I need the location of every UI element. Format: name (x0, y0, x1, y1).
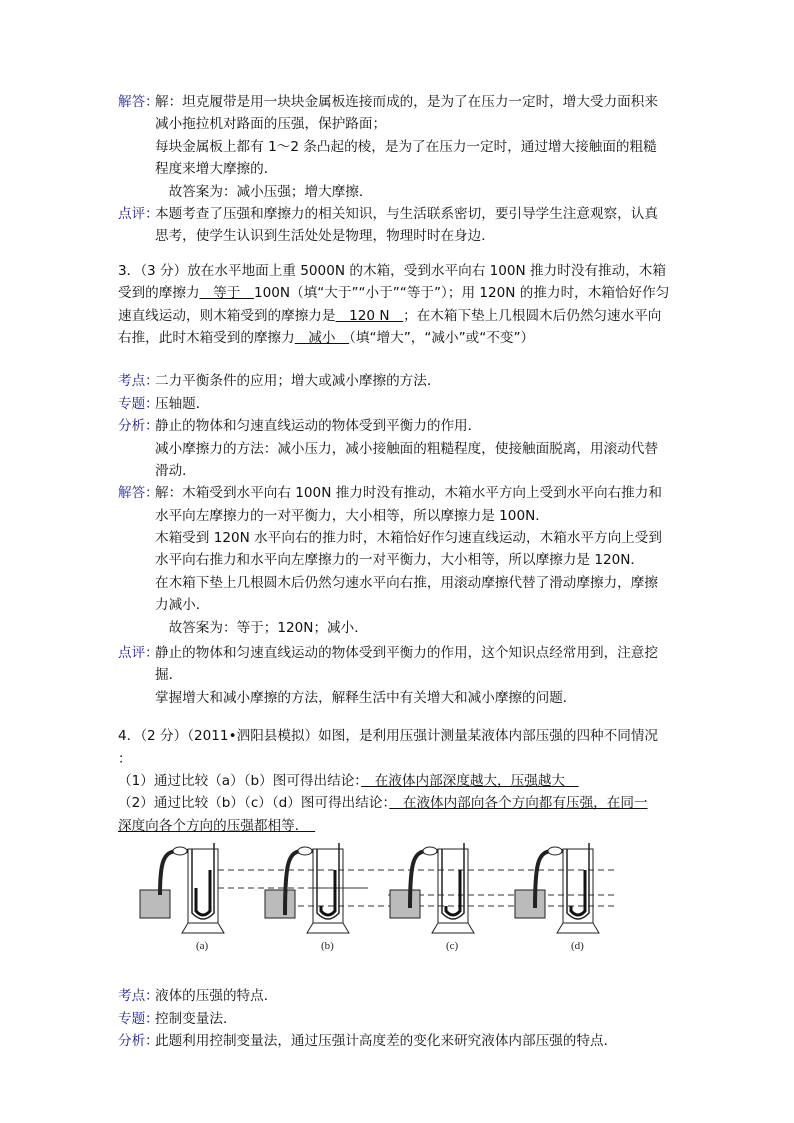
section-6 (118, 482, 688, 639)
text-segment: 速直线运动，则木箱受到的摩擦力是 (118, 307, 336, 324)
section-9 (118, 985, 688, 1007)
text-line (118, 260, 688, 282)
text-line (118, 815, 688, 837)
text-segment: 此题利用控制变量法，通过压强计高度差的变化来研究液体内部压强的特点． (155, 1032, 618, 1049)
text-segment: 木箱受到 120N 水平向右的推力时，木箱恰好作匀速直线运动，木箱水平方向上受到 (155, 530, 662, 547)
text-segment: 减小拖拉机对路面的压强，保护路面； (155, 116, 387, 133)
section-label: 解答： (118, 485, 159, 502)
section-1 (118, 203, 688, 248)
text-line (118, 327, 688, 349)
text-line (155, 549, 688, 571)
text-segment: 二力平衡条件的应用；增大或减小摩擦的方法． (155, 373, 441, 390)
section-label: 分析： (118, 1032, 159, 1049)
text-line (155, 664, 688, 686)
text-segment: （填“增大”，“减小”或“不变”） (349, 329, 535, 346)
text-line (155, 225, 688, 247)
text-line (155, 642, 688, 664)
text-segment: 解：木箱受到水平向右 100N 推力时没有推动，木箱水平方向上受到水平向右推力和 (155, 485, 662, 502)
answer-blank: 在液体内部向各个方向都有压强，在同一 (389, 795, 648, 812)
text-line (155, 158, 688, 180)
section-3 (118, 370, 688, 392)
answer-blank: 在液体内部深度越大，压强越大 (361, 772, 579, 789)
figure-label: (c) (446, 940, 459, 953)
text-line (155, 203, 688, 225)
text-line (118, 792, 688, 814)
apparatus-b (265, 843, 349, 933)
answer-blank: 等于 (199, 285, 254, 302)
apparatus-a (140, 843, 224, 933)
answer-blank: 深度向各个方向的压强都相等． (118, 817, 316, 834)
text-segment: 控制变量法． (155, 1010, 237, 1027)
text-line (155, 985, 688, 1007)
section-5 (118, 415, 688, 482)
text-line (155, 1030, 688, 1052)
section-7 (118, 642, 688, 709)
text-segment: 滑动． (155, 462, 196, 479)
section-label: 考点： (118, 373, 159, 390)
text-segment: 受到的摩擦力 (118, 285, 200, 302)
text-segment: （1）通过比较（a）（b）图可得出结论： (118, 772, 362, 789)
text-segment: 在木箱下垫上几根圆木后仍然匀速水平向右推，用滚动摩擦代替了滑动摩擦力，摩擦 (155, 574, 658, 591)
text-line (155, 572, 688, 594)
text-line (155, 482, 688, 504)
text-segment: 水平向右推力和水平向左摩擦力的一对平衡力，大小相等，所以摩擦力是 120N． (155, 552, 645, 569)
text-segment: （2）通过比较（b）（c）（d）图可得出结论： (118, 795, 390, 812)
text-line (118, 305, 688, 327)
text-segment: 压轴题． (155, 395, 210, 412)
section-11 (118, 1030, 688, 1052)
text-line (155, 505, 688, 527)
section-label: 考点： (118, 988, 159, 1005)
text-line (118, 770, 688, 792)
pressure-gauge-figure (138, 843, 688, 965)
section-0 (118, 91, 688, 203)
text-segment: 每块金属板上都有 1～2 条凸起的棱，是为了在压力一定时，通过增大接触面的粗糙 (155, 138, 657, 155)
answer-blank: 减小 (294, 329, 350, 346)
text-line (155, 617, 688, 639)
answer-blank: 120 N (335, 307, 404, 324)
text-line (155, 91, 688, 113)
question-8 (118, 725, 688, 837)
apparatus-d (515, 843, 599, 933)
text-line (155, 438, 688, 460)
text-segment: 静止的物体和匀速直线运动的物体受到平衡力的作用． (155, 418, 482, 435)
text-segment: 减小摩擦力的方法：减小压力，减小接触面的粗糙程度，使接触面脱离，用滚动代替 (155, 440, 658, 457)
text-segment: 思考，使学生认识到生活处处是物理，物理时时在身边． (155, 228, 495, 245)
text-segment: 力减小． (155, 597, 210, 614)
text-line (155, 181, 688, 203)
section-label: 专题： (118, 1010, 159, 1027)
document-page (118, 91, 688, 1052)
text-line (155, 370, 688, 392)
section-label: 点评： (118, 205, 159, 222)
figure-label: (d) (571, 940, 584, 953)
text-line (155, 393, 688, 415)
text-line (118, 282, 688, 304)
text-segment: 静止的物体和匀速直线运动的物体受到平衡力的作用，这个知识点经常用到，注意挖 (155, 645, 658, 662)
text-line (155, 1008, 688, 1030)
text-line (155, 460, 688, 482)
figure-label: (a) (196, 940, 209, 953)
text-segment: 本题考查了压强和摩擦力的相关知识，与生活联系密切，要引导学生注意观察，认真 (155, 205, 658, 222)
text-segment: 掘． (155, 667, 183, 684)
text-segment: 故答案为：等于；120N；减小． (155, 619, 368, 636)
text-line (155, 415, 688, 437)
text-segment: 水平向左摩擦力的一对平衡力，大小相等，所以摩擦力是 100N． (155, 507, 549, 524)
text-segment: 液体的压强的特点． (155, 988, 278, 1005)
question-2 (118, 260, 688, 350)
section-label: 解答： (118, 94, 159, 110)
text-segment: 程度来增大摩擦的． (155, 161, 278, 178)
text-segment: 3．（3 分）放在水平地面上重 5000N 的木箱，受到水平向右 100N 推力时没有推动，木箱 (118, 262, 666, 279)
figure-label: (b) (321, 940, 334, 953)
text-segment: 掌握增大和减小摩擦的方法，解释生活中有关增大和减小摩擦的问题． (155, 689, 577, 706)
text-segment: ；在木箱下垫上几根圆木后仍然匀速水平向 (403, 307, 662, 324)
text-segment: 故答案为：减小压强；增大摩擦． (155, 183, 373, 200)
text-segment: 4．（2 分）（2011•泗阳县模拟）如图，是利用压强计测量某液体内部压强的四种不同情况 (118, 728, 659, 745)
text-segment: 右推，此时木箱受到的摩擦力 (118, 329, 295, 346)
text-line (155, 136, 688, 158)
text-line (155, 594, 688, 616)
apparatus-c (390, 843, 474, 933)
text-segment: 100N（填“大于”“小于”“等于”）；用 120N 的推力时，木箱恰好作匀 (253, 285, 670, 302)
text-segment: 解：坦克履带是用一块块金属板连接而成的，是为了在压力一定时，增大受力面积来 (155, 94, 658, 110)
text-line (155, 527, 688, 549)
section-label: 点评： (118, 645, 159, 662)
text-line (155, 113, 688, 135)
text-segment: ： (118, 750, 132, 767)
section-10 (118, 1008, 688, 1030)
section-label: 分析： (118, 418, 159, 435)
text-line (155, 687, 688, 709)
text-line (118, 725, 688, 747)
section-label: 专题： (118, 395, 159, 412)
text-line (118, 748, 688, 770)
section-4 (118, 393, 688, 415)
